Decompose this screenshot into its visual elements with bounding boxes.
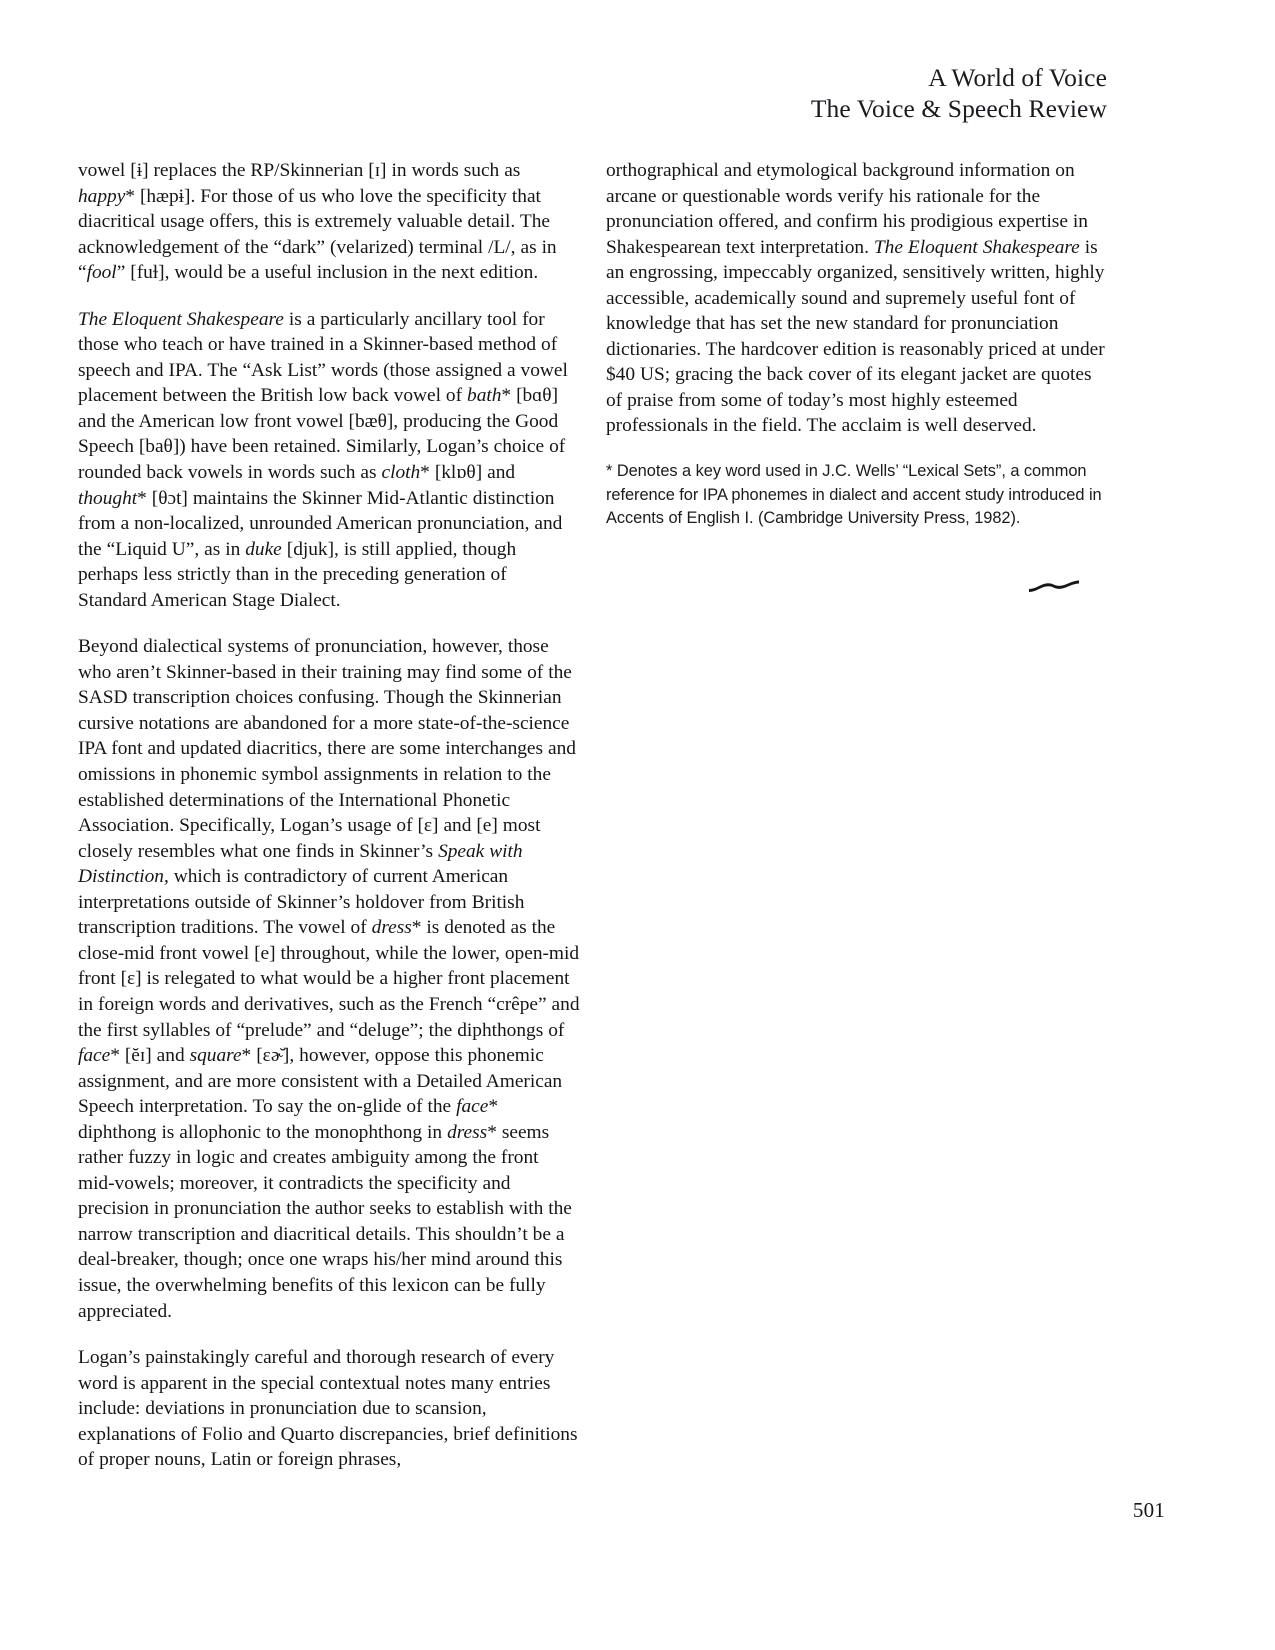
footnote-lexical-sets: * Denotes a key word used in J.C. Wells’ “Lexical Sets”, a common reference for IPA phonemes in dialect and accent study introduced in Accents of English I. (Cambridge University Press, 1982). bbox=[606, 462, 1102, 528]
body-columns bbox=[78, 158, 1108, 1473]
paragraph-orthographical: orthographical and etymological background information on arcane or questionable words verify his rationale for the pronunciation offered, and confirm his prodigious expertise in Shakespearean text interpretation. The Eloquent Shakespeare is an engrossing, impeccably organized, sensitively written, highly accessible, academically sound and supremely useful font of knowledge that has set the new standard for pronunciation dictionaries. The hardcover edition is reasonably priced at under $40 US; gracing the back cover of its elegant jacket are quotes of praise from some of today’s most highly esteemed professionals in the field. The acclaim is well deserved. bbox=[606, 160, 1105, 437]
paragraph-logan-painstaking: Logan’s painstakingly careful and thorough research of every word is apparent in the special contextual notes many entries include: deviations in pronunciation due to scansion, explanations of Folio and Quarto discrepancies, brief definitions of proper nouns, Latin or foreign phrases, bbox=[78, 1347, 578, 1471]
bowtie-ornament bbox=[1028, 577, 1080, 593]
running-head-line-2: The Voice & Speech Review bbox=[810, 94, 1107, 123]
running-head bbox=[811, 62, 1107, 124]
paragraph-eloquent-ancillary: The Eloquent Shakespeare is a particularly ancillary tool for those who teach or have trained in a Skinner-based method of speech and IPA. The “Ask List” words (those assigned a vowel placement between the British low back vowel of bath* [bɑθ] and the American low front vowel [bæθ], producing the Good Speech [baθ]) have been retained. Similarly, Logan’s choice of rounded back vowels in words such as cloth* [klɒθ] and thought* [θɔt] maintains the Skinner Mid-Atlantic distinction from a non-localized, unrounded American pronunciation, and the “Liquid U”, as in duke [djuk], is still applied, though perhaps less strictly than in the preceding generation of Standard American Stage Dialect. bbox=[78, 308, 568, 611]
right-column bbox=[606, 158, 1108, 1473]
paragraph-beyond-dialectical: Beyond dialectical systems of pronunciation, however, those who aren’t Skinner-based in their training may find some of the SASD transcription choices confusing. Though the Skinnerian cursive notations are abandoned for a more state-of-the-science IPA font and updated diacritics, there are some interchanges and omissions in phonemic symbol assignments in relation to the established determinations of the International Phonetic Association. Specifically, Logan’s usage of [ɛ] and [e] most closely resembles what one finds in Skinner’s Speak with Distinction, which is contradictory of current American interpretations outside of Skinner’s holdover from British transcription traditions. The vowel of dress* is denoted as the close-mid front vowel [e] throughout, while the lower, open-mid front [ɛ] is relegated to what would be a higher front placement in foreign words and derivatives, such as the French “crêpe” and the first syllables of “prelude” and “deluge”; the diphthongs of face* [ĕɪ] and square* [ɛɚ̆], however, oppose this phonemic assignment, and are more consistent with a Detailed American Speech interpretation. To say the on-glide of the face* diphthong is allophonic to the monophthong in dress* seems rather fuzzy in logic and creates ambiguity among the front mid-vowels; moreover, it contradicts the specificity and precision in pronunciation the author seeks to establish with the narrow transcription and diacritical details. This shouldn’t be a deal-breaker, though; once one wraps his/her mind around this issue, the overwhelming benefits of this lexicon can be fully appreciated. bbox=[78, 636, 580, 1322]
page-number: 501 bbox=[1132, 1498, 1165, 1522]
paragraph-vowel-replaces: vowel [ɨ] replaces the RP/Skinnerian [ɪ] in words such as happy* [hæpɨ]. For those of us who love the specificity that diacritical usage offers, this is extremely valuable detail. The acknowledgement of the “dark” (velarized) terminal /L/, as in “fool” [fuɫ], would be a useful inclusion in the next edition. bbox=[78, 160, 557, 284]
left-column bbox=[78, 158, 580, 1473]
running-head-line-1: A World of Voice bbox=[928, 63, 1107, 92]
